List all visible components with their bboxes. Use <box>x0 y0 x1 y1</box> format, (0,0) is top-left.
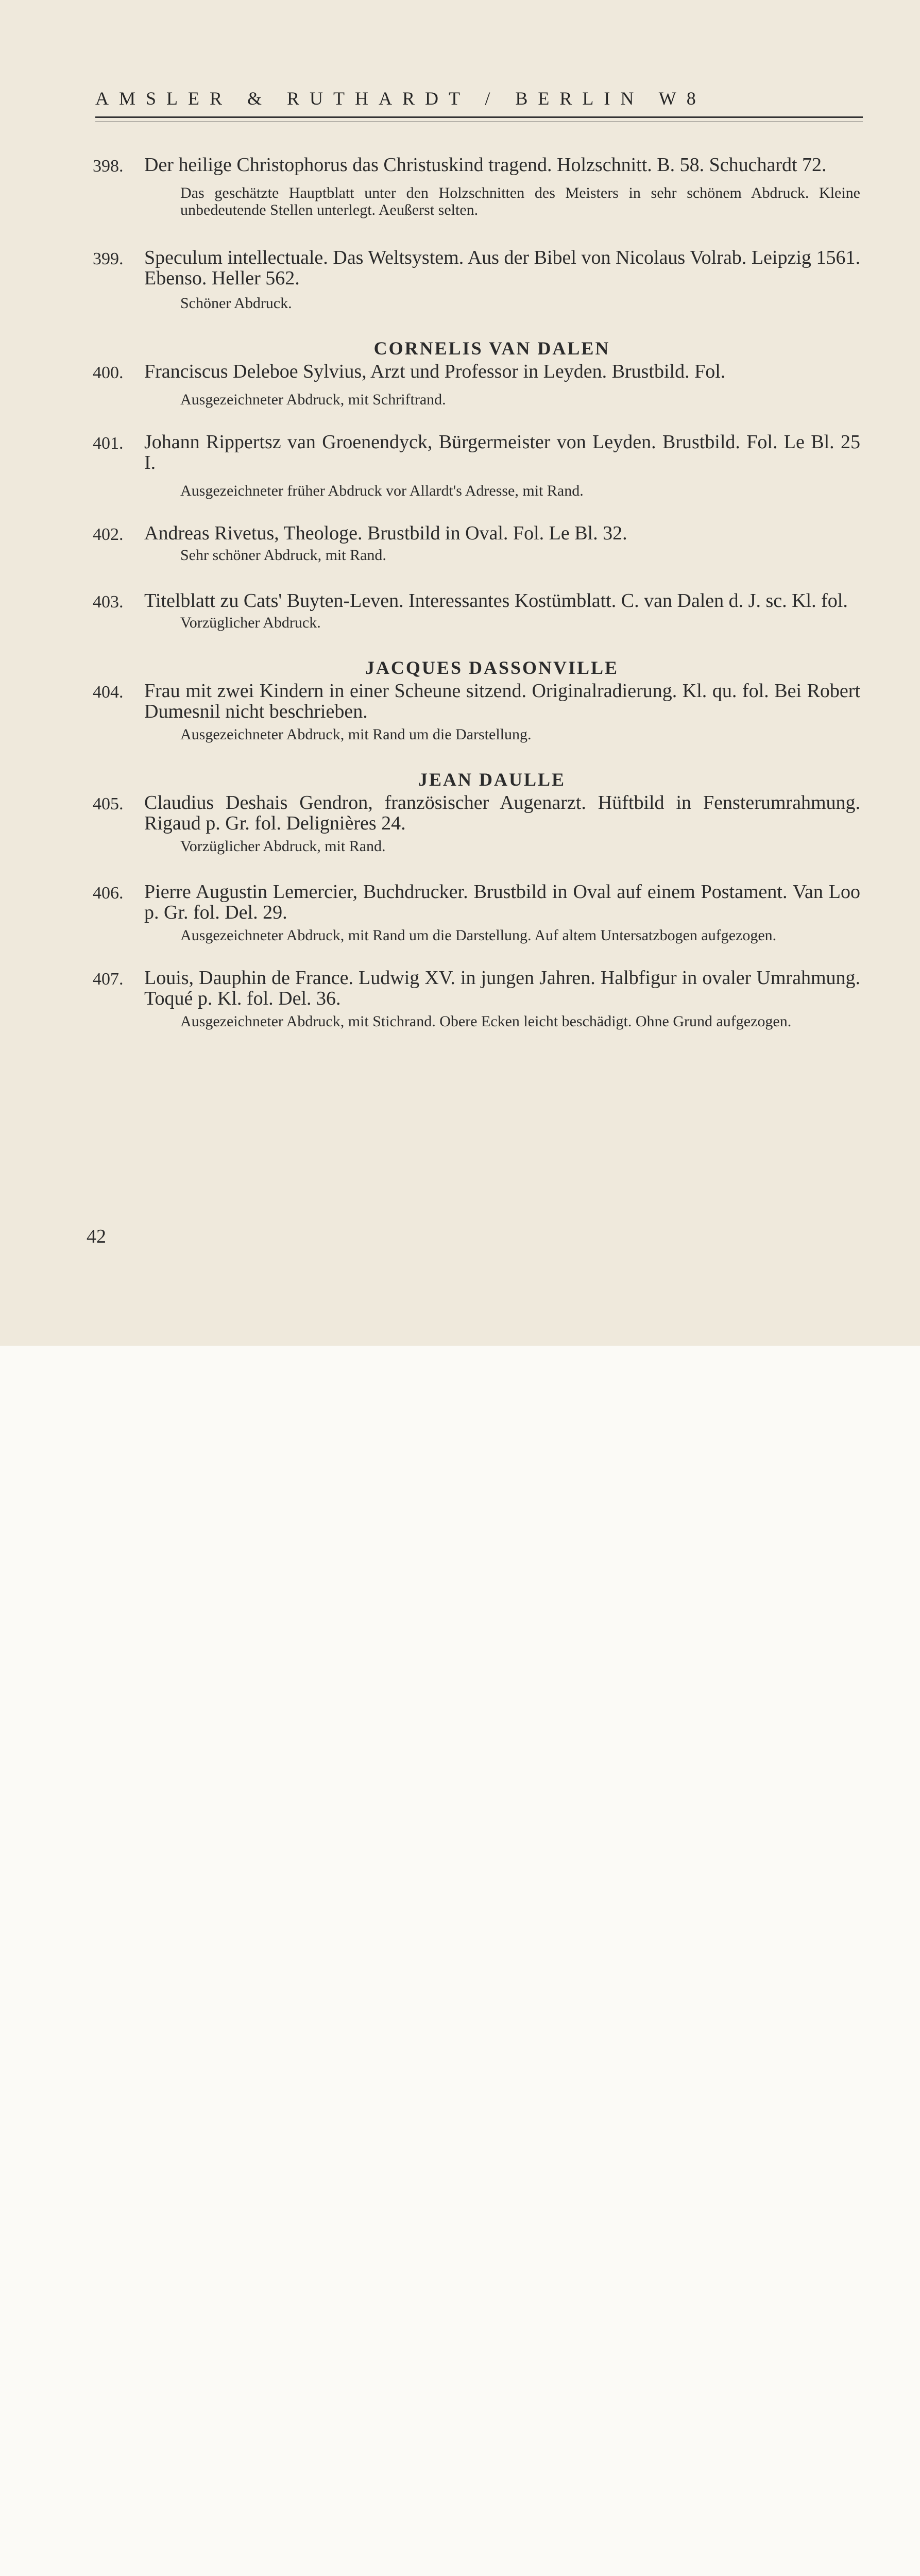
entry-title: Speculum intellectuale. Das Weltsystem. Aus der Bibel von Nicolaus Volrab. Leipzig 1561. Ebenso. Heller 562. <box>144 247 860 289</box>
page-header: AMSLER & RUTHARDT / BERLIN W8 <box>95 88 706 109</box>
entry-number: 404. <box>93 683 124 702</box>
digitization-footer <box>0 1346 920 1412</box>
catalog-entry <box>88 590 860 631</box>
artist-heading: JEAN DAULLE <box>418 769 566 790</box>
entry-title: Claudius Deshais Gendron, französischer Augenarzt. Hüftbild in Fensterumrahmung. Rigaud p. Gr. fol. Delignières 24. <box>144 792 860 834</box>
entry-number: 400. <box>93 363 124 382</box>
entry-note: Das geschätzte Hauptblatt unter den Holzschnitten des Meisters in sehr schönem Abdruck. Kleine unbedeutende Stellen unterlegt. Aeußerst selten. <box>180 184 860 218</box>
catalog-entry <box>88 882 860 944</box>
entry-note: Vorzüglicher Abdruck. <box>180 614 321 631</box>
entry-number: 407. <box>93 970 124 989</box>
entry-title: Louis, Dauphin de France. Ludwig XV. in jungen Jahren. Halbfigur in ovaler Umrahmung. Toqué p. Kl. fol. Del. 36. <box>144 967 860 1009</box>
entry-number: 402. <box>93 525 124 544</box>
entry-title: Johann Rippertsz van Groenendyck, Bürgermeister von Leyden. Brustbild. Fol. Le Bl. 25 I. <box>144 431 860 473</box>
entry-number: 405. <box>93 794 124 814</box>
entry-title: Titelblatt zu Cats' Buyten-Leven. Interessantes Kostümblatt. C. van Dalen d. J. sc. Kl. fol. <box>144 590 848 612</box>
artist-heading: CORNELIS VAN DALEN <box>373 338 610 359</box>
entry-title: Der heilige Christophorus das Christuskind tragend. Holzschnitt. B. 58. Schuchardt 72. <box>144 154 827 176</box>
catalog-entries <box>88 155 860 1030</box>
entry-note: Vorzüglicher Abdruck, mit Rand. <box>180 838 386 855</box>
catalog-entry <box>88 155 860 218</box>
entry-note: Ausgezeichneter Abdruck, mit Stichrand. Obere Ecken leicht beschädigt. Ohne Grund aufgezogen. <box>180 1013 792 1030</box>
entry-number: 398. <box>93 157 124 176</box>
entry-number: 399. <box>93 249 124 268</box>
entry-title: Pierre Augustin Lemercier, Buchdrucker. Brustbild in Oval auf einem Postament. Van Loo p. Gr. fol. Del. 29. <box>144 881 860 923</box>
entry-note: Schöner Abdruck. <box>180 295 292 312</box>
entry-note: Sehr schöner Abdruck, mit Rand. <box>180 547 386 564</box>
artist-heading: JACQUES DASSONVILLE <box>365 657 619 678</box>
entry-note: Ausgezeichneter Abdruck, mit Schriftrand. <box>180 391 446 408</box>
catalog-entry <box>88 792 860 855</box>
entry-note: Ausgezeichneter früher Abdruck vor Allardt's Adresse, mit Rand. <box>180 482 584 499</box>
catalog-entry <box>88 523 860 564</box>
entry-title: Frau mit zwei Kindern in einer Scheune sitzend. Originalradierung. Kl. qu. fol. Bei Robert Dumesnil nicht beschrieben. <box>144 680 860 722</box>
catalog-entry <box>88 681 860 743</box>
catalog-entry <box>88 247 860 312</box>
header-rule <box>95 116 863 118</box>
entry-note: Ausgezeichneter Abdruck, mit Rand um die Darstellung. Auf altem Untersatzbogen aufgezogen. <box>180 927 777 944</box>
catalog-entry <box>88 968 860 1030</box>
entry-title: Franciscus Deleboe Sylvius, Arzt und Professor in Leyden. Brustbild. Fol. <box>144 361 726 382</box>
entry-note: Ausgezeichneter Abdruck, mit Rand um die Darstellung. <box>180 726 532 743</box>
entry-number: 403. <box>93 592 124 612</box>
page-number: 42 <box>87 1226 106 1247</box>
entry-number: 401. <box>93 434 124 453</box>
entry-title: Andreas Rivetus, Theologe. Brustbild in Oval. Fol. Le Bl. 32. <box>144 522 627 544</box>
catalog-entry <box>88 361 860 408</box>
entry-number: 406. <box>93 884 124 903</box>
catalog-entry <box>88 432 860 499</box>
